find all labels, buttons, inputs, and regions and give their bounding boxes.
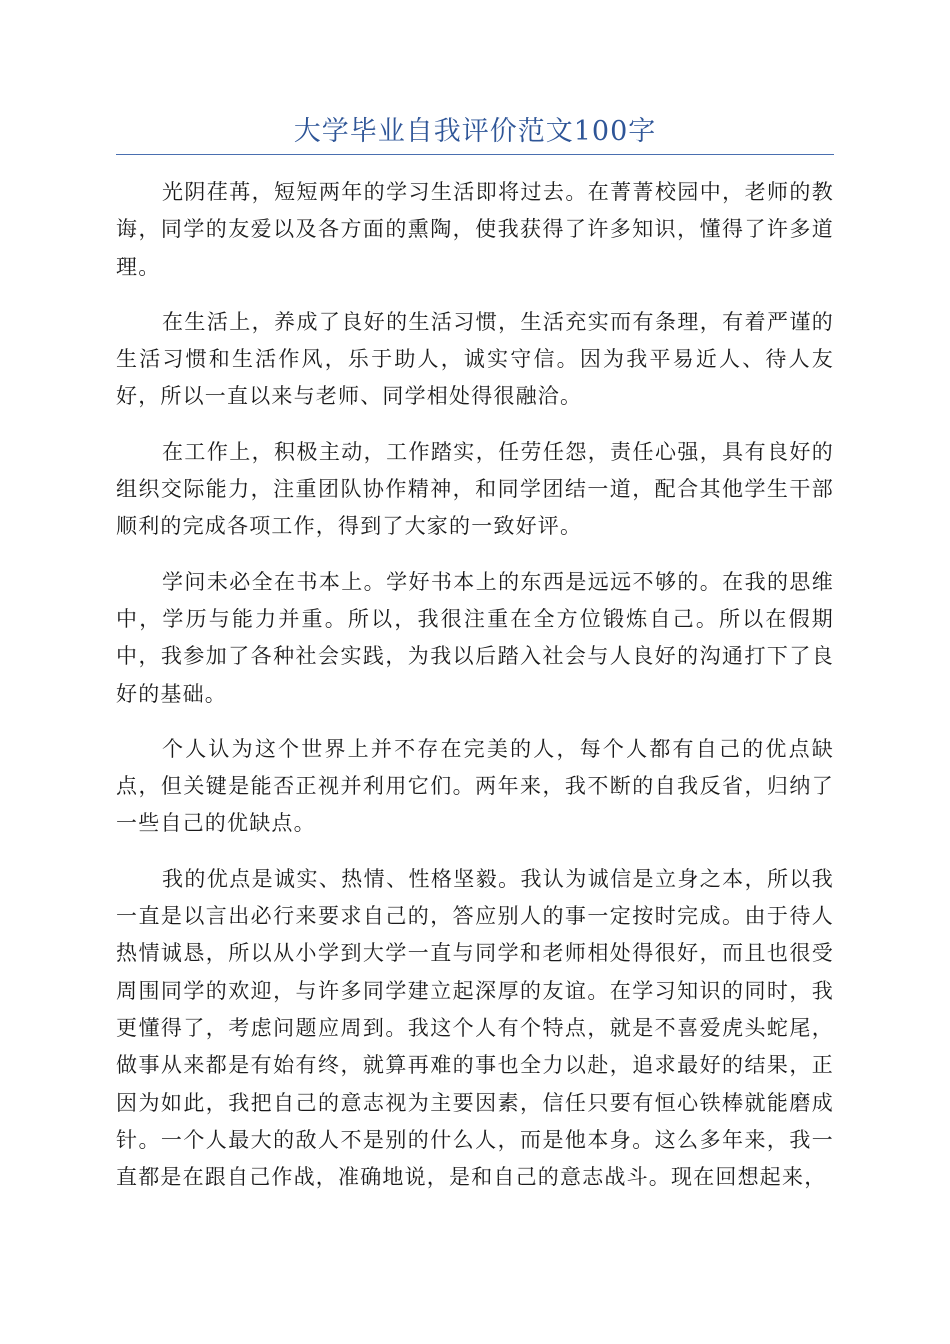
paragraph-2: 在生活上，养成了良好的生活习惯，生活充实而有条理，有着严谨的生活习惯和生活作风，乐于助人，诚实守信。因为我平易近人、待人友好，所以一直以来与老师、同学相处得很融洽。 — [116, 309, 834, 409]
paragraph-4: 学问未必全在书本上。学好书本上的东西是远远不够的。在我的思维中，学历与能力并重。所以，我很注重在全方位锻炼自己。所以在假期中，我参加了各种社会实践，为我以后踏入社会与人良好的沟通打下了良好的基础。 — [116, 569, 834, 706]
document-title: 大学毕业自我评价范文100字 — [293, 116, 657, 147]
paragraph-1: 光阴荏苒，短短两年的学习生活即将过去。在菁菁校园中，老师的教诲，同学的友爱以及各方面的熏陶，使我获得了许多知识，懂得了许多道理。 — [116, 180, 834, 279]
paragraph-3: 在工作上，积极主动，工作踏实，任劳任怨，责任心强，具有良好的组织交际能力，注重团队协作精神，和同学团结一道，配合其他学生干部顺利的完成各项工作，得到了大家的一致好评。 — [116, 439, 834, 539]
paragraph-6: 我的优点是诚实、热情、性格坚毅。我认为诚信是立身之本，所以我一直是以言出必行来要求自己的，答应别人的事一定按时完成。由于待人热情诚恳，所以从小学到大学一直与同学和老师相处得很好，而且也很受周围同学的欢迎，与许多同学建立起深厚的友谊。在学习知识的同时，我更懂得了，考虑问题应周到。我这个人有个特点，就是不喜爱虎头蛇尾，做事从来都是有始有终，就算再难的事也全力以赴，追求最好的结果，正因为如此，我把自己的意志视为主要因素，信任只要有恒心铁棒就能磨成针。一个人最大的敌人不是别的什么人，而是他本身。这么多年来，我一直都是在跟自己作战，准确地说，是和自己的意志战斗。现在回想起来， — [116, 866, 834, 1190]
document-body — [116, 174, 834, 1214]
paragraph-5: 个人认为这个世界上并不存在完美的人，每个人都有自己的优点缺点，但关键是能否正视并利用它们。两年来，我不断的自我反省，归纳了一些自己的优缺点。 — [116, 736, 834, 836]
title-underline — [116, 154, 834, 155]
